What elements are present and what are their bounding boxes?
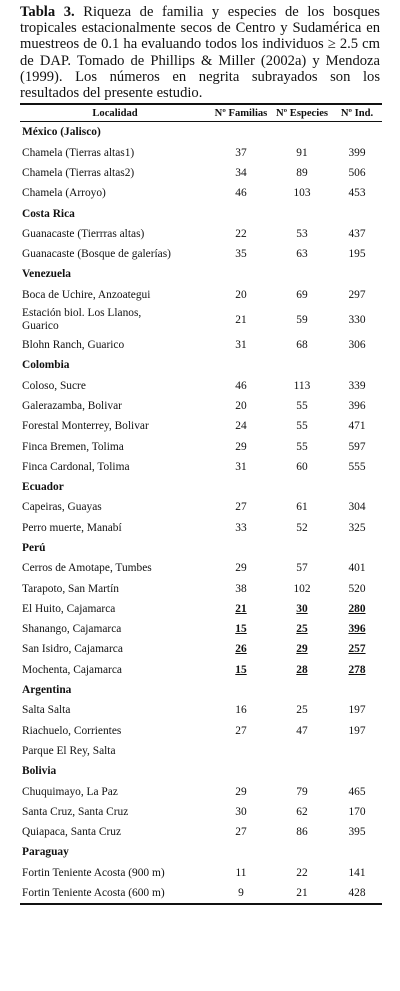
familias-cell: 29 [235, 440, 247, 453]
locality-name: Coloso, Sucre [22, 379, 86, 392]
locality-cell [20, 863, 210, 883]
country-name: Ecuador [22, 481, 64, 494]
locality-cell [20, 497, 210, 517]
familias-cell: 29 [235, 785, 247, 798]
table-row [20, 700, 382, 720]
country-row [20, 355, 382, 375]
table-row [20, 619, 382, 639]
country-row [20, 538, 382, 558]
familias-cell: 27 [235, 826, 247, 839]
table-row [20, 416, 382, 436]
locality-name: Finca Cardonal, Tolima [22, 460, 130, 473]
locality-cell [20, 183, 210, 203]
individuos-cell: 257 [348, 643, 366, 656]
table-row [20, 721, 382, 741]
locality-name: Salta Salta [22, 704, 71, 717]
familias-cell: 37 [235, 146, 247, 159]
table-row [20, 558, 382, 578]
locality-cell [20, 781, 210, 801]
locality-cell [20, 224, 210, 244]
familias-cell: 29 [235, 562, 247, 575]
especies-cell: 62 [296, 805, 308, 818]
header-especies: Nº Especies [272, 104, 332, 122]
locality-name: Mochenta, Cajamarca [22, 663, 122, 676]
especies-cell: 63 [296, 248, 308, 261]
familias-cell: 31 [235, 460, 247, 473]
individuos-cell: 141 [348, 866, 366, 879]
country-name: México (Jalisco) [22, 126, 101, 139]
individuos-cell: 437 [348, 227, 366, 240]
locality-name: Chamela (Tierras altas1) [22, 146, 135, 159]
table-row [20, 224, 382, 244]
familias-cell: 27 [235, 724, 247, 737]
individuos-cell: 280 [348, 602, 366, 615]
country-row [20, 122, 382, 143]
individuos-cell: 297 [348, 288, 366, 301]
individuos-cell: 401 [348, 562, 366, 575]
caption-label: Tabla 3. [20, 4, 75, 20]
especies-cell: 21 [272, 883, 332, 904]
country-name: Argentina [22, 684, 72, 697]
locality-cell [20, 285, 210, 305]
locality-name: Shanango, Cajamarca [22, 623, 122, 636]
locality-cell [20, 700, 210, 720]
table-row [20, 518, 382, 538]
header-localidad: Localidad [20, 104, 210, 122]
table-row [20, 143, 382, 163]
table-body [20, 122, 382, 904]
country-row [20, 264, 382, 284]
table-row [20, 639, 382, 659]
locality-cell [20, 396, 210, 416]
table-row [20, 244, 382, 264]
individuos-cell: 465 [348, 785, 366, 798]
especies-cell: 91 [296, 146, 308, 159]
caption-text: Riqueza de familia y especies de los bosques tropicales estacionalmente secos de Centro y Sudamérica en muestreos de 0.1 ha evaluando todos los individuos ≥ 2.5 cm de DAP. Tomado de Phillips & Miller (2002a) y Mendoza (1999). Los números en negrita subrayados son los resultados del presente estudio. [20, 4, 380, 102]
individuos-cell: 396 [348, 399, 366, 412]
locality-name-cont: Guarico [22, 319, 59, 332]
table-row [20, 497, 382, 517]
familias-cell: 34 [235, 166, 247, 179]
familias-cell: 46 [235, 187, 247, 200]
country-row [20, 203, 382, 223]
especies-cell: 55 [296, 440, 308, 453]
individuos-cell: 304 [348, 501, 366, 514]
familias-cell: 24 [235, 420, 247, 433]
especies-cell: 22 [296, 866, 308, 879]
table-row [20, 802, 382, 822]
especies-cell: 29 [296, 643, 308, 656]
locality-name: Chamela (Arroyo) [22, 187, 106, 200]
locality-cell [20, 741, 210, 761]
individuos-cell: 396 [348, 623, 366, 636]
country-name: Costa Rica [22, 207, 75, 220]
individuos-cell: 170 [348, 805, 366, 818]
header-row [20, 104, 382, 122]
country-row [20, 680, 382, 700]
locality-name: Chuquimayo, La Paz [22, 785, 118, 798]
especies-cell: 53 [296, 227, 308, 240]
familias-cell: 21 [235, 313, 247, 326]
locality-cell [20, 244, 210, 264]
familias-cell [210, 741, 272, 761]
header-familias: Nº Familias [210, 104, 272, 122]
especies-cell: 79 [296, 785, 308, 798]
locality-name: Capeiras, Guayas [22, 501, 102, 514]
locality-name: Boca de Uchire, Anzoategui [22, 288, 151, 301]
especies-cell: 102 [293, 582, 311, 595]
individuos-cell: 471 [348, 420, 366, 433]
individuos-cell: 278 [348, 663, 366, 676]
table-row [20, 599, 382, 619]
especies-cell: 47 [296, 724, 308, 737]
locality-cell [20, 619, 210, 639]
locality-cell [20, 578, 210, 598]
especies-cell: 25 [296, 623, 308, 636]
locality-cell [20, 599, 210, 619]
especies-cell: 61 [296, 501, 308, 514]
individuos-cell: 197 [348, 704, 366, 717]
locality-cell [20, 721, 210, 741]
locality-name: Tarapoto, San Martín [22, 582, 119, 595]
table-row [20, 436, 382, 456]
country-name: Colombia [22, 359, 70, 372]
familias-cell: 26 [235, 643, 247, 656]
country-row [20, 761, 382, 781]
especies-cell: 59 [296, 313, 308, 326]
locality-cell [20, 143, 210, 163]
country-row [20, 477, 382, 497]
locality-name: Forestal Monterrey, Bolivar [22, 420, 149, 433]
individuos-cell: 306 [348, 339, 366, 352]
familias-cell: 35 [235, 248, 247, 261]
table-row [20, 163, 382, 183]
locality-name: San Isidro, Cajamarca [22, 643, 123, 656]
locality-name: Galerazamba, Bolivar [22, 399, 122, 412]
individuos-cell: 197 [348, 724, 366, 737]
table-row [20, 183, 382, 203]
table-row [20, 375, 382, 395]
locality-name: El Huito, Cajamarca [22, 602, 116, 615]
especies-cell: 60 [296, 460, 308, 473]
locality-cell [20, 416, 210, 436]
locality-name: Guanacaste (Tierrras altas) [22, 227, 145, 240]
locality-cell [20, 305, 210, 335]
especies-cell [272, 741, 332, 761]
table-row [20, 660, 382, 680]
especies-cell: 55 [296, 399, 308, 412]
table-row [20, 781, 382, 801]
country-name: Bolivia [22, 765, 57, 778]
especies-cell: 89 [296, 166, 308, 179]
individuos-cell: 195 [348, 248, 366, 261]
familias-cell: 15 [235, 663, 247, 676]
table-row [20, 822, 382, 842]
locality-name: Finca Bremen, Tolima [22, 440, 124, 453]
individuos-cell: 399 [348, 146, 366, 159]
locality-name: Blohn Ranch, Guarico [22, 339, 125, 352]
table-row [20, 863, 382, 883]
locality-name: Estación biol. Los Llanos, [22, 306, 142, 319]
familias-cell: 20 [235, 288, 247, 301]
individuos-cell: 506 [348, 166, 366, 179]
individuos-cell: 520 [348, 582, 366, 595]
familias-cell: 21 [235, 602, 247, 615]
locality-cell [20, 660, 210, 680]
locality-name: Fortin Teniente Acosta (900 m) [22, 866, 165, 879]
locality-name: Perro muerte, Manabí [22, 521, 122, 534]
locality-name: Chamela (Tierras altas2) [22, 166, 135, 179]
locality-name: Guanacaste (Bosque de galerías) [22, 248, 171, 261]
especies-cell: 113 [293, 379, 311, 392]
locality-cell [20, 335, 210, 355]
table-row [20, 396, 382, 416]
table-row [20, 883, 382, 904]
familias-cell: 31 [235, 339, 247, 352]
especies-cell: 30 [296, 602, 308, 615]
especies-cell: 25 [296, 704, 308, 717]
individuos-cell: 428 [332, 883, 382, 904]
locality-cell [20, 639, 210, 659]
locality-name: Riachuelo, Corrientes [22, 724, 122, 737]
familias-cell: 27 [235, 501, 247, 514]
familias-cell: 33 [235, 521, 247, 534]
table-caption [20, 4, 380, 101]
familias-cell: 38 [235, 582, 247, 595]
individuos-cell: 330 [348, 313, 366, 326]
individuos-cell: 555 [348, 460, 366, 473]
individuos-cell: 395 [348, 826, 366, 839]
country-row [20, 842, 382, 862]
familias-cell: 22 [235, 227, 247, 240]
locality-cell [20, 457, 210, 477]
especies-cell: 69 [296, 288, 308, 301]
country-name: Perú [22, 542, 46, 554]
familias-cell: 20 [235, 399, 247, 412]
locality-cell [20, 163, 210, 183]
locality-cell [20, 883, 210, 904]
table-row [20, 335, 382, 355]
individuos-cell: 325 [348, 521, 366, 534]
individuos-cell [332, 741, 382, 761]
table-row [20, 305, 382, 335]
table-row [20, 285, 382, 305]
especies-cell: 55 [296, 420, 308, 433]
locality-name: Cerros de Amotape, Tumbes [22, 562, 152, 575]
locality-name: Quiapaca, Santa Cruz [22, 826, 121, 839]
familias-cell: 46 [235, 379, 247, 392]
locality-name: Parque El Rey, Salta [22, 744, 116, 757]
individuos-cell: 453 [348, 187, 366, 200]
individuos-cell: 339 [348, 379, 366, 392]
familias-cell: 30 [235, 805, 247, 818]
table-row [20, 578, 382, 598]
familias-cell: 11 [235, 866, 247, 879]
table-row [20, 457, 382, 477]
especies-cell: 103 [293, 187, 311, 200]
familias-cell: 15 [235, 623, 247, 636]
especies-cell: 28 [296, 663, 308, 676]
locality-name: Fortin Teniente Acosta (600 m) [22, 887, 165, 900]
locality-cell [20, 802, 210, 822]
especies-cell: 57 [296, 562, 308, 575]
especies-cell: 86 [296, 826, 308, 839]
individuos-cell: 597 [348, 440, 366, 453]
locality-cell [20, 436, 210, 456]
familias-cell: 16 [235, 704, 247, 717]
locality-cell [20, 375, 210, 395]
country-name: Paraguay [22, 846, 69, 859]
familias-cell: 9 [210, 883, 272, 904]
locality-cell [20, 822, 210, 842]
especies-cell: 68 [296, 339, 308, 352]
locality-cell [20, 518, 210, 538]
country-name: Venezuela [22, 268, 71, 281]
header-individuos: Nº Ind. [332, 104, 382, 122]
especies-cell: 52 [296, 521, 308, 534]
table-row [20, 741, 382, 761]
locality-name: Santa Cruz, Santa Cruz [22, 805, 129, 818]
locality-cell [20, 558, 210, 578]
richness-table [20, 103, 382, 905]
